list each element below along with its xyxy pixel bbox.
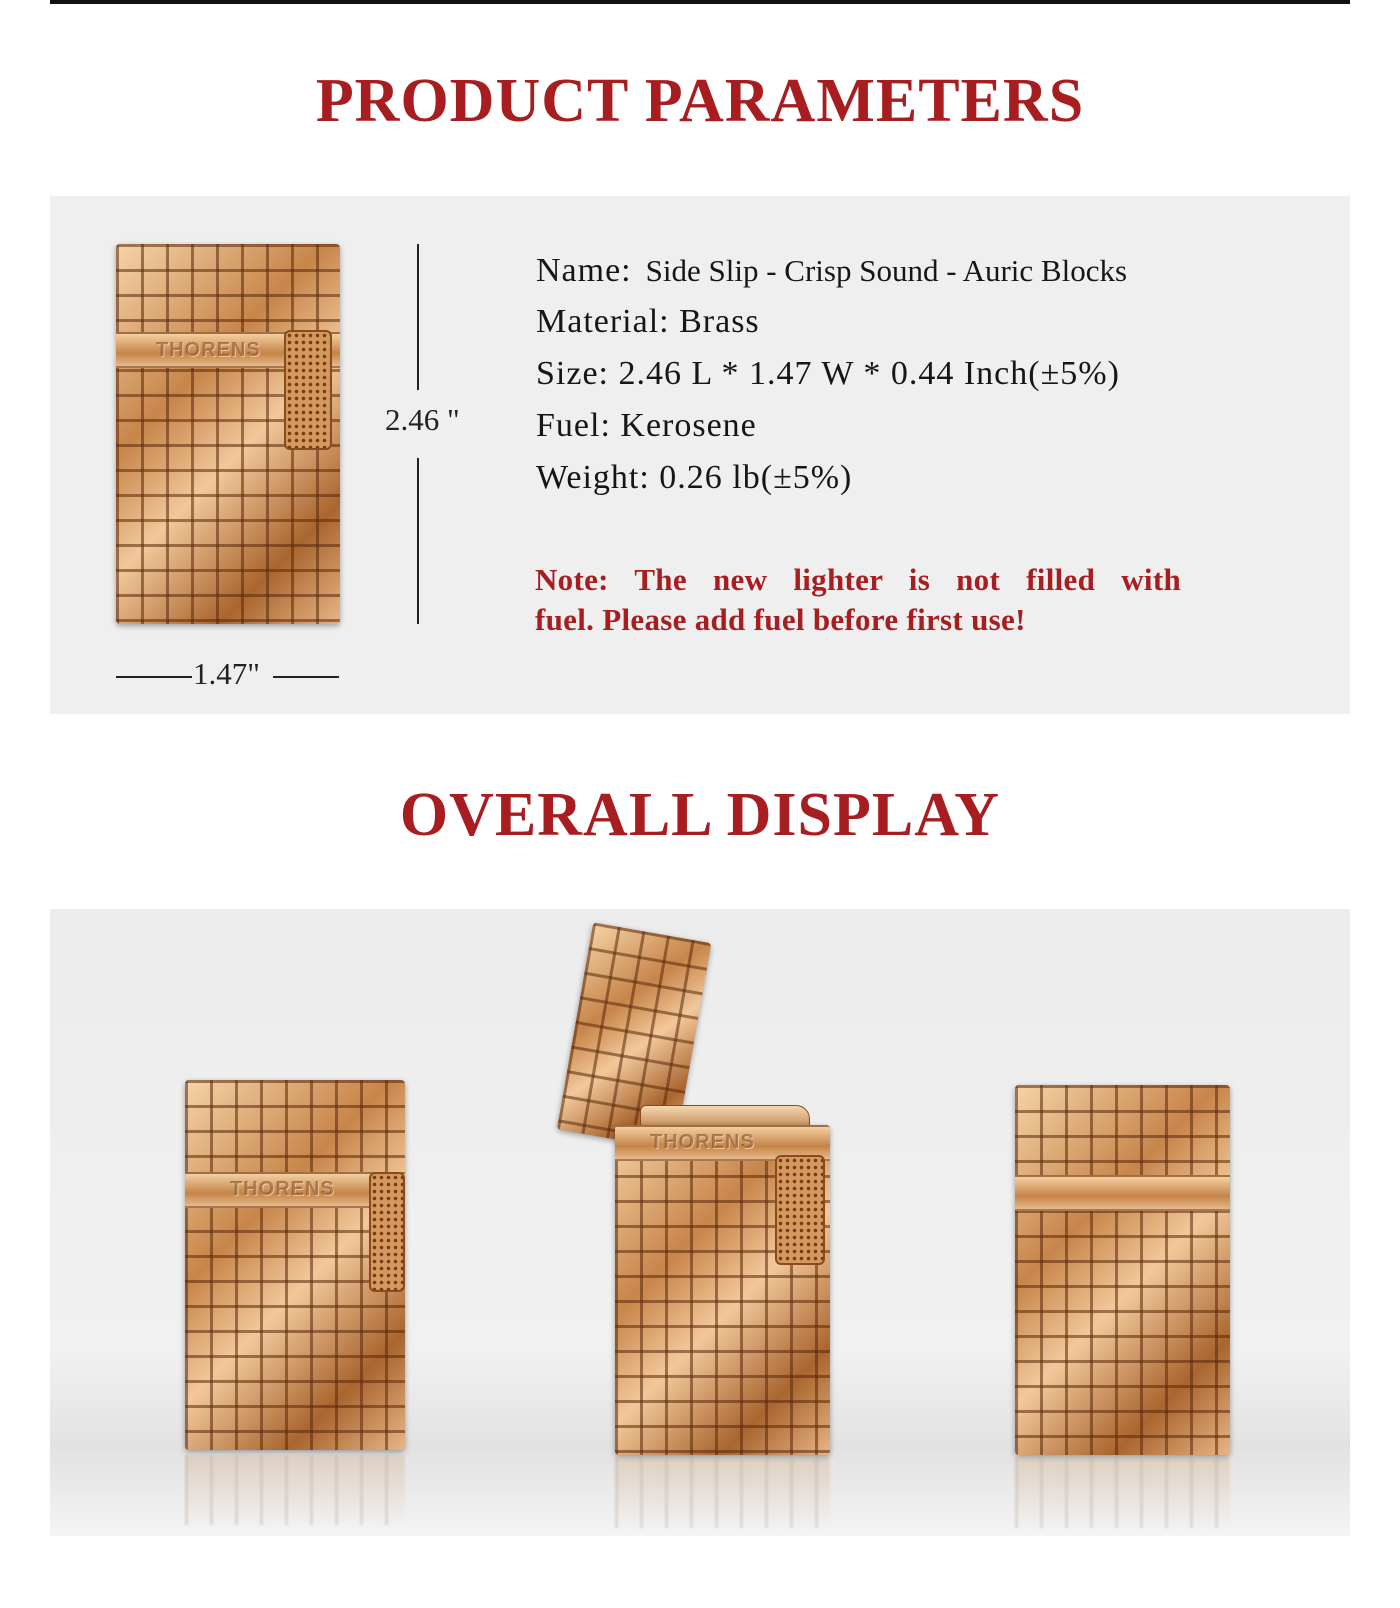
brand-engraving: THORENS bbox=[650, 1131, 755, 1153]
height-dimension-line-bottom bbox=[417, 458, 419, 624]
fuel-note-line-1: Note: The new lighter is not filled with bbox=[535, 562, 1181, 597]
height-dimension-label: 2.46 " bbox=[385, 402, 460, 437]
product-parameters-title: PRODUCT PARAMETERS bbox=[315, 67, 1085, 135]
spec-size: Size: 2.46 L * 1.47 W * 0.44 Inch(±5%) bbox=[536, 355, 1120, 392]
lighter-front-image bbox=[116, 244, 340, 624]
width-dimension-label: 1.47" bbox=[193, 656, 260, 691]
lighter-closed-front-image bbox=[185, 1080, 405, 1450]
lighter-reflection bbox=[1015, 1458, 1230, 1528]
brand-engraving: THORENS bbox=[156, 339, 261, 361]
spec-weight: Weight: 0.26 lb(±5%) bbox=[536, 459, 853, 496]
lighter-back-image bbox=[1015, 1085, 1230, 1455]
lighter-flint-wheel bbox=[369, 1172, 405, 1292]
brand-engraving: THORENS bbox=[230, 1178, 335, 1200]
lighter-open-image bbox=[615, 1125, 830, 1455]
height-dimension-line-top bbox=[417, 244, 419, 390]
lighter-flint-wheel bbox=[284, 330, 332, 450]
width-dimension-line-left bbox=[116, 676, 192, 678]
spec-material: Material: Brass bbox=[536, 303, 760, 340]
spec-name bbox=[536, 252, 1127, 290]
fuel-note-line-2: fuel. Please add fuel before first use! bbox=[535, 602, 1026, 637]
top-divider bbox=[50, 0, 1350, 4]
lighter-reflection bbox=[615, 1458, 830, 1528]
width-dimension-line-right bbox=[273, 676, 339, 678]
lighter-reflection bbox=[185, 1455, 405, 1525]
spec-name-value: Side Slip - Crisp Sound - Auric Blocks bbox=[645, 253, 1128, 288]
spec-fuel: Fuel: Kerosene bbox=[536, 407, 757, 444]
overall-display-title: OVERALL DISPLAY bbox=[399, 781, 1001, 849]
lighter-lid-band bbox=[1015, 1175, 1230, 1211]
spec-name-label: Name: bbox=[536, 252, 632, 289]
lighter-flint-wheel bbox=[775, 1155, 825, 1265]
